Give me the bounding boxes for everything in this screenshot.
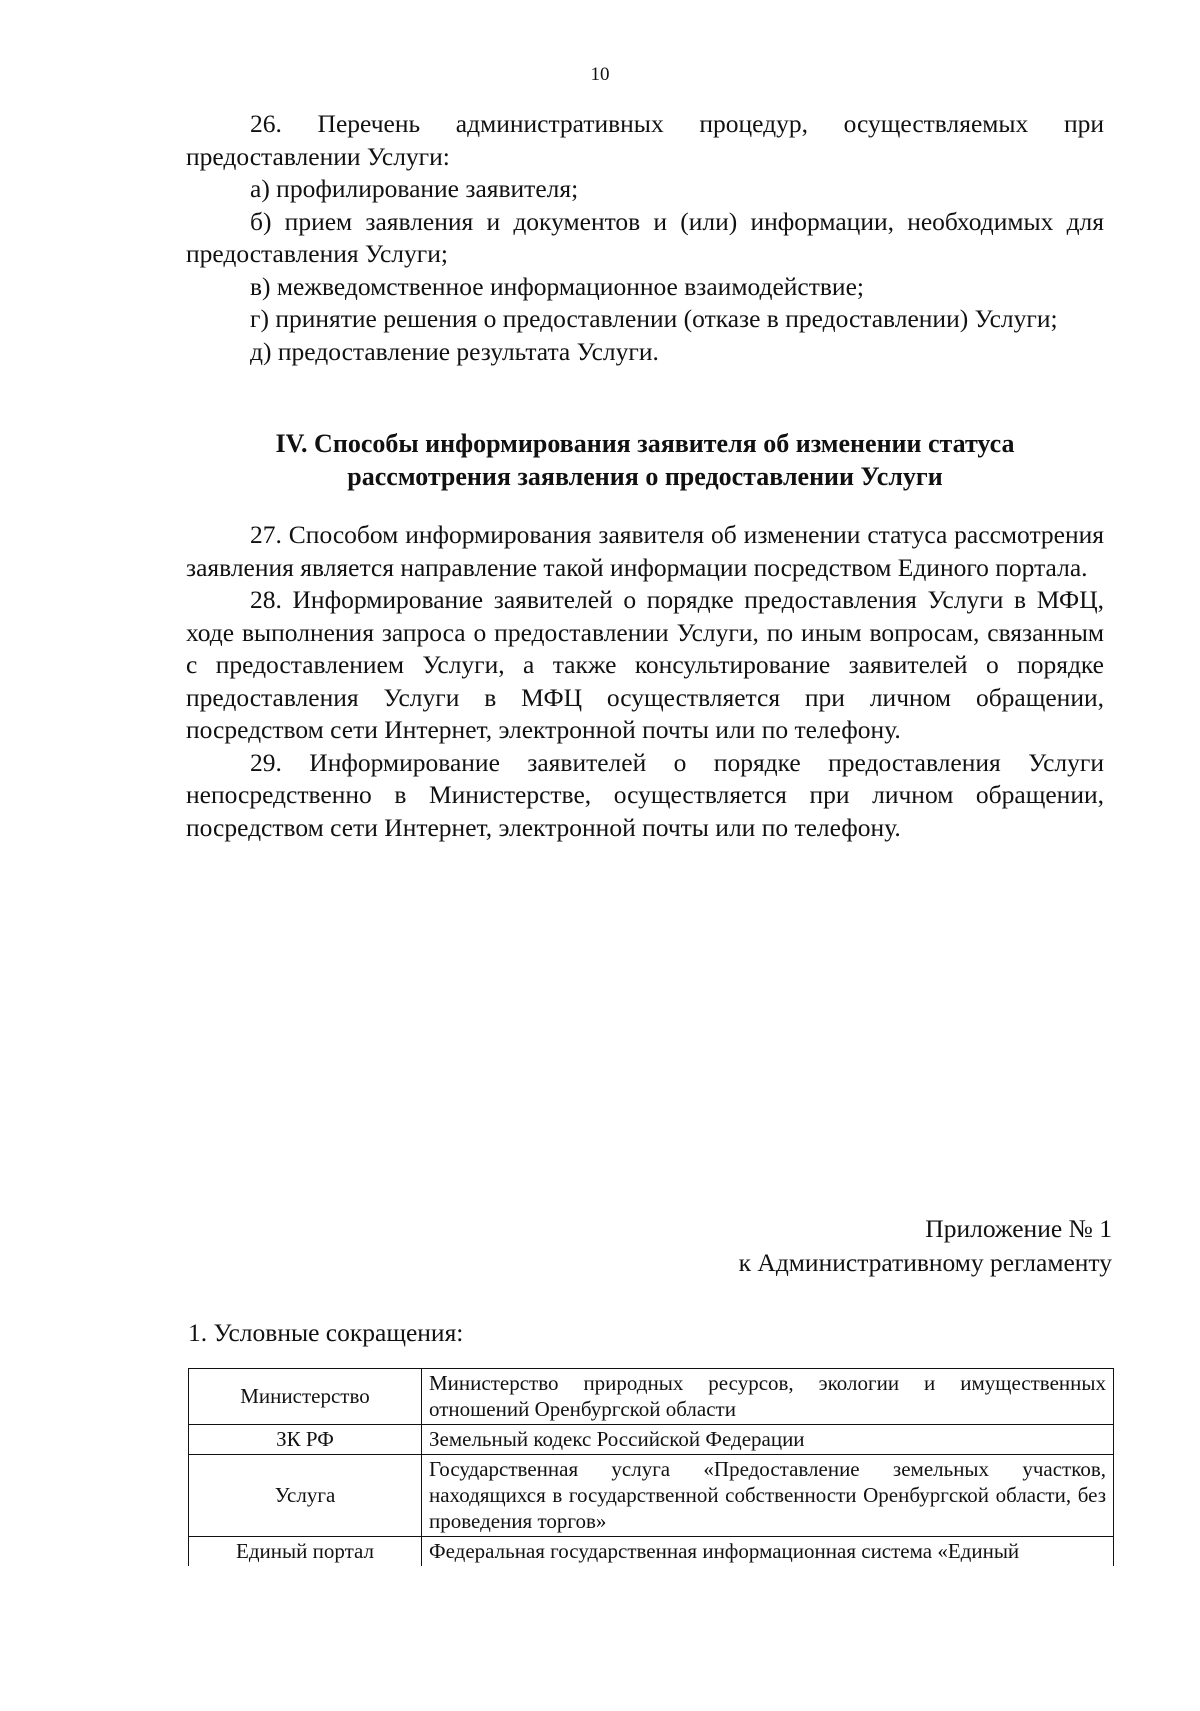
abbreviation-definition: Земельный кодекс Российской Федерации [422,1425,1114,1455]
abbreviation-definition: Государственная услуга «Предоставление земельных участков, находящихся в государственной собственности Оренбургской области, без проведения торгов» [422,1455,1114,1537]
table-row [189,1455,1114,1537]
list-item-d: д) предоставление результата Услуги. [250,336,659,366]
section-heading-line-2: рассмотрения заявления о предоставлении Услуги [347,461,943,491]
abbreviation-definition: Министерство природных ресурсов, экологии и имущественных отношений Оренбургской области [422,1369,1114,1425]
paragraph-26: 26. Перечень административных процедур, осуществляемых при предоставлении Услуги: [186,109,1104,171]
abbreviation-term: ЗК РФ [189,1425,422,1455]
abbreviation-definition: Федеральная государственная информационная система «Единый [422,1537,1114,1567]
list-item-g: г) принятие решения о предоставлении (отказе в предоставлении) Услуги; [250,304,1058,333]
appendix-header [739,1212,1112,1280]
list-item-v: в) межведомственное информационное взаимодействие; [250,271,864,301]
abbreviations-title: 1. Условные сокращения: [188,1318,464,1347]
abbreviation-term: Единый портал [189,1537,422,1567]
informing-paragraphs [186,519,1104,844]
table-row [189,1425,1114,1455]
procedures-list [186,108,1104,368]
paragraph-28: 28. Информирование заявителей о порядке предоставления Услуги в МФЦ, ходе выполнения запроса о предоставлении Услуги, по иным вопросам, связанным с предоставлением Услуги, а также консультирование заявителей о порядке предоставления Услуги в МФЦ осуществляется при личном обращении, посредством сети Интернет, электронной почты или по телефону. [186,585,1104,744]
section-heading [186,428,1104,493]
abbreviation-term: Услуга [189,1455,422,1537]
abbreviation-term: Министерство [189,1369,422,1425]
list-item-a: а) профилирование заявителя; [250,174,579,203]
paragraph-27: 27. Способом информирования заявителя об изменении статуса рассмотрения заявления является направление такой информации посредством Единого портала. [186,520,1104,582]
page-number: 10 [590,64,610,85]
appendix-title: Приложение № 1 [925,1214,1112,1243]
paragraph-29: 29. Информирование заявителей о порядке предоставления Услуги непосредственно в Министерстве, осуществляется при личном обращении, посредством сети Интернет, электронной почты или по телефону. [186,747,1104,842]
section-heading-line-1: IV. Способы информирования заявителя об изменении статуса [275,429,1015,458]
abbreviations-table [188,1368,1114,1566]
appendix-subtitle: к Административному регламенту [738,1248,1112,1277]
table-row [189,1369,1114,1425]
table-row [189,1537,1114,1567]
list-item-b: б) прием заявления и документов и (или) информации, необходимых для предоставления Услуги; [186,206,1104,268]
